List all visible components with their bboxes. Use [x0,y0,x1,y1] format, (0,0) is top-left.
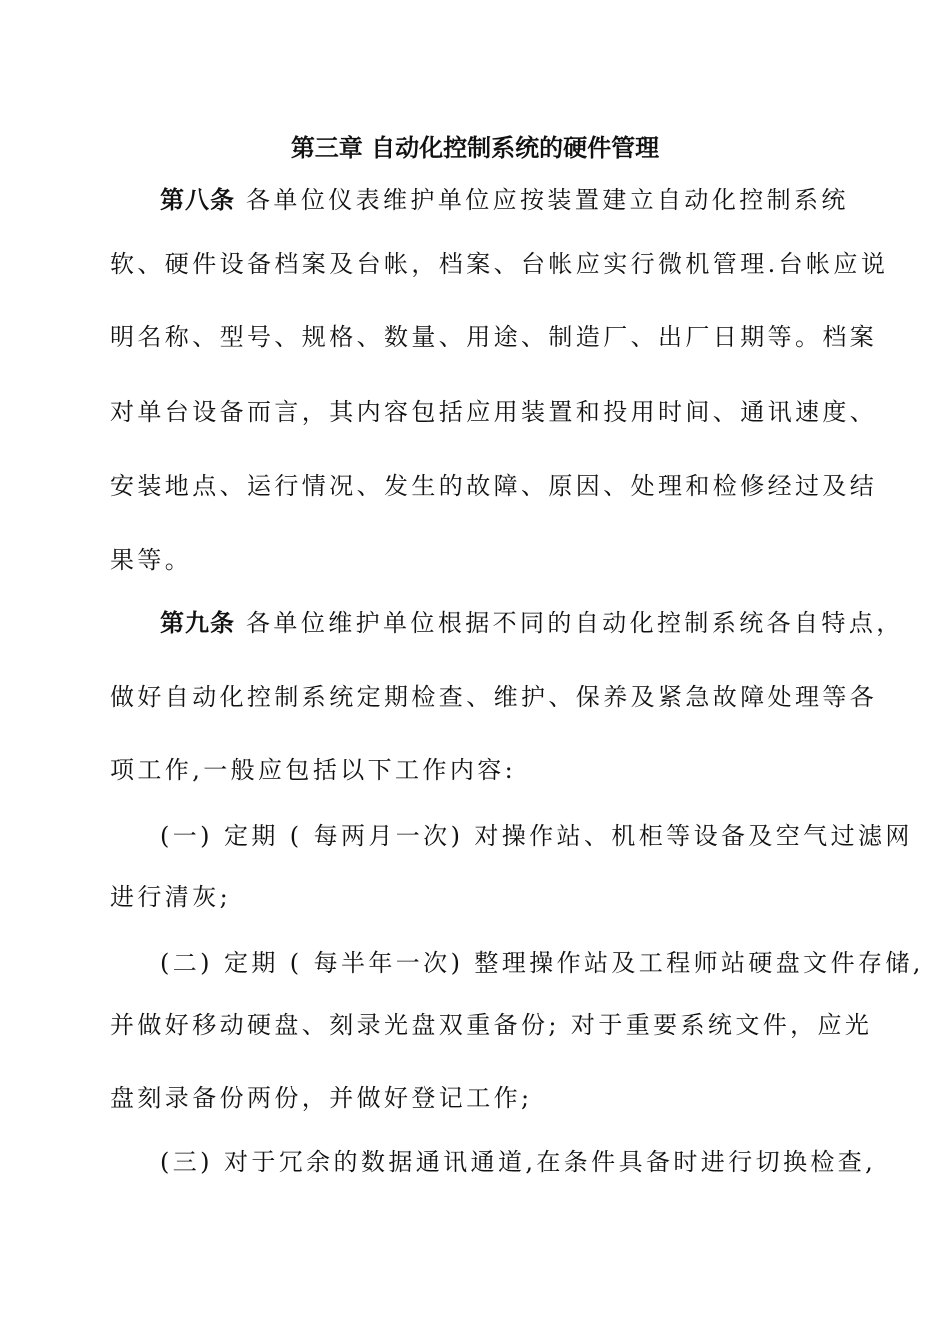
article8-line-2: 软、硬件设备档案及台帐，档案、台帐应实行微机管理.台帐应说 [110,250,889,278]
article8-line-3: 明名称、型号、规格、数量、用途、制造厂、出厂日期等。档案 [110,323,878,351]
article8-line-6: 果等。 [110,546,193,574]
item2-line-1: (二) 定期 ( 每半年一次) 整理操作站及工程师站硬盘文件存储, [160,949,924,977]
article9-line-1: 各单位维护单位根据不同的自动化控制系统各自特点， [235,609,904,637]
article8-line-5: 安装地点、运行情况、发生的故障、原因、处理和检修经过及结 [110,472,878,500]
article8-heading: 第八条 [160,185,235,214]
article9-heading: 第九条 [160,608,235,637]
item3-line-1: (三) 对于冗余的数据通讯通道,在条件具备时进行切换检查, [160,1148,877,1176]
item2-line-3: 盘刻录备份两份，并做好登记工作; [110,1084,533,1112]
article8-line-1: 各单位仪表维护单位应按装置建立自动化控制系统 [235,186,849,214]
article8-line-4: 对单台设备而言，其内容包括应用装置和投用时间、通讯速度、 [110,398,878,426]
item1-line-2: 进行清灰; [110,883,232,911]
article8-first-line [160,180,849,220]
article9-line-3: 项工作,一般应包括以下工作内容: [110,756,517,784]
article9-line-2: 做好自动化控制系统定期检查、维护、保养及紧急故障处理等各 [110,683,878,711]
chapter-title: 第三章 自动化控制系统的硬件管理 [290,133,660,162]
item2-line-2: 并做好移动硬盘、刻录光盘双重备份; 对于重要系统文件，应光 [110,1011,873,1039]
item1-line-1: (一) 定期 ( 每两月一次) 对操作站、机柜等设备及空气过滤网 [160,822,913,850]
article9-first-line [160,603,904,643]
